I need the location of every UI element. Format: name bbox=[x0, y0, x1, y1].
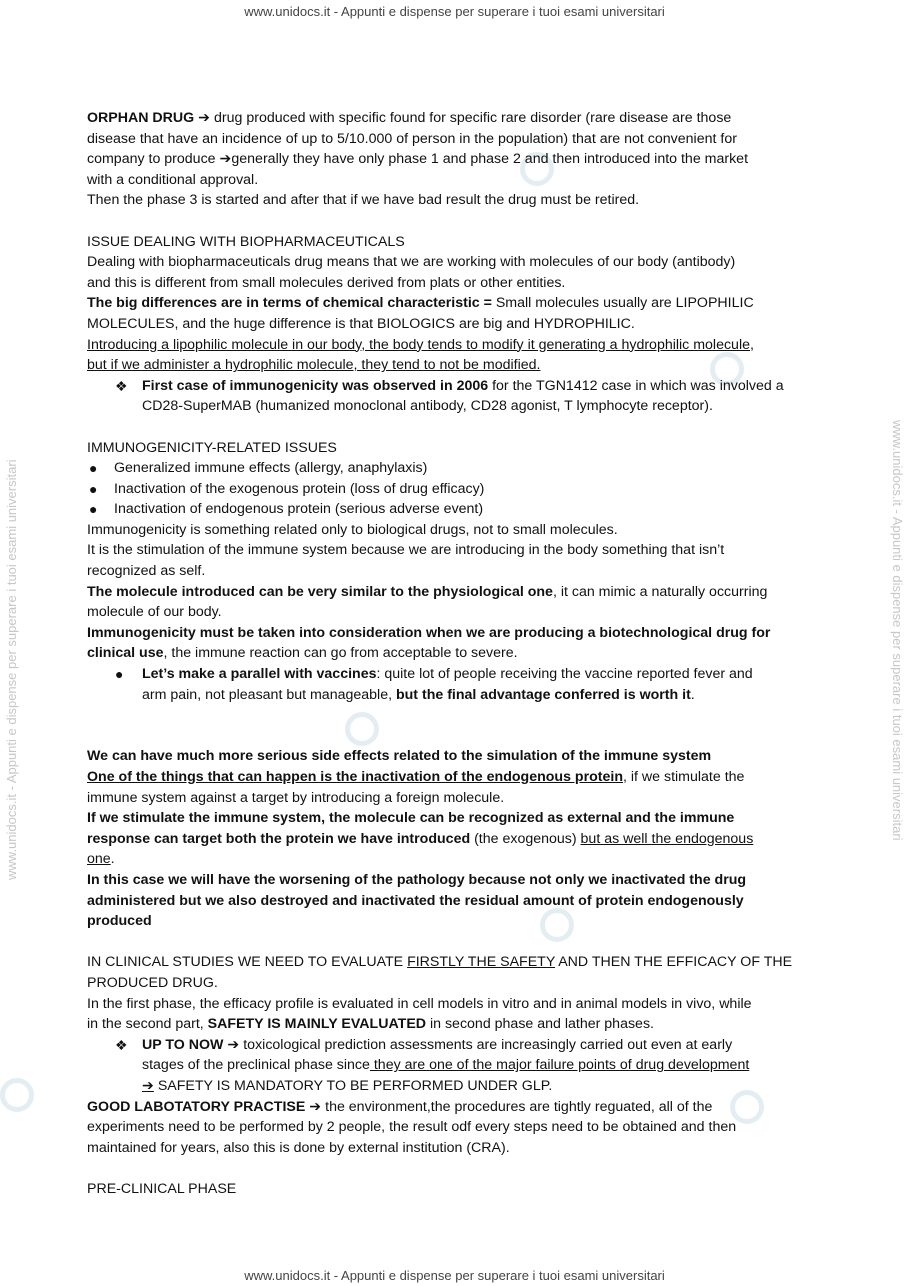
arrow-icon: ➔ bbox=[219, 151, 232, 168]
orphan-heading: ORPHAN DRUG bbox=[87, 110, 195, 126]
list-item: ● Inactivation of endogenous protein (serious adverse event) bbox=[87, 499, 817, 520]
arrow-icon: ➔ bbox=[227, 1036, 240, 1053]
orphan-paragraph: ORPHAN DRUG ➔ drug produced with specific found for specific rare disorder (rare disease are those bbox=[87, 110, 732, 126]
immuno-heading: IMMUNOGENICITY-RELATED ISSUES bbox=[87, 439, 337, 456]
watermark-top: www.unidocs.it - Appunti e dispense per superare i tuoi esami universitari bbox=[244, 4, 665, 19]
bio-heading: ISSUE DEALING WITH BIOPHARMACEUTICALS bbox=[87, 233, 405, 250]
watermark-bottom: www.unidocs.it - Appunti e dispense per superare i tuoi esami universitari bbox=[244, 1268, 665, 1283]
clinical-heading: IN CLINICAL STUDIES WE NEED TO EVALUATE FIRSTLY THE SAFETY AND THEN THE EFFICACY OF THE bbox=[87, 954, 793, 971]
document-body: ORPHAN DRUG ➔ drug produced with specific found for specific rare disorder (rare disease are those disease that have an incidence of up to 5/10.000 of person in the population) that are not convenient for company to produce ➔generally they have only phase 1 and phase 2 and then introduced into the market with a conditional approval. Then the phase 3 is started and after that if we have bad result the drug must be retired. ISSUE DEALING WITH BIOPHARMACEUTICALS Dealing with biopharmaceuticals drug means that we are working with molecules of our body (antibody) and this is different from small molecules derived from plats or other entities. The big differences are in terms of chemical characteristic = Small molecules usually are LIPOPHILIC MOLECULES, and the huge difference is that BIOLOGICS are big and HYDROPHILIC. Introducing a lipophilic molecule in our body, the body tends to modify it generating a hydrophilic molecule, but if we administer a hydrophilic molecule, they tend to not be modified. ❖ First case of immunogenicity was observed in 2006 for the TGN1412 case in which was involved a CD28-SuperMAB (humanized monoclonal antibody, CD28 agonist, T lymphocyte receptor). IMMUNOGENICITY-RELATED ISSUES ● Generalized immune effects (allergy, anaphylaxis) ● Inactivation of the exogenous protein (loss of drug efficacy) ● Inactivation of endogenous protein (serious adverse event) Immunogenicity is something related only to biological drugs, not to small molecules. It is the stimulation of the immune system because we are introducing in the body something that isn’t recognized as self. The molecule introduced can be very similar to the physiological one, it can mimic a naturally occurring molecule of our body. Immunogenicity must be taken into consideration when we are producing a biotechnological drug for clinical use, the immune reaction can go from acceptable to severe. ● Let’s make a parallel with vaccines: quite lot of people receiving the vaccine reported fever and arm pain, not pleasant but manageable, but the final advantage conferred is worth it. We can have much more serious side effects related to the simulation of the immune system One of the things that can happen is the inactivation of the endogenous protein, if we stimulate the immune system against a target by introducing a foreign molecule. If we stimulate the immune system, the molecule can be recognized as external and the immune response can target both the protein we have introduced (the exogenous) but as well the endogenous one. In this case we will have the worsening of the pathology because not only we inactivated the drug administered but we also destroyed and inactivated the residual amount of protein endogenously produced IN CLINICAL STUDIES WE NEED TO EVALUATE FIRSTLY THE SAFETY AND THEN THE EFFICACY OF THE PRODUCED DRUG. In the first phase, the efficacy profile is evaluated in cell models in vitro and in animal models in vivo, while in the second part, SAFETY IS MAINLY EVALUATED in second phase and lather phases. ❖ UP TO NOW ➔ toxicological prediction assessments are increasingly carried out even at early stages of the preclinical phase since they are one of the major failure points of drug development ➔ SAFETY IS MANDATORY TO BE PERFORMED UNDER GLP. GOOD LABOTATORY PRACTISE ➔ the environment,the procedures are tightly reguated, all of the experiments need to be performed by 2 people, the result odf every steps need to be obtained and then maintained for years, also this is done by external institution (CRA). PRE-CLINICAL PHASE bbox=[87, 108, 817, 1199]
preclinical-heading: PRE-CLINICAL PHASE bbox=[87, 1180, 237, 1197]
dot-bullet-icon: ● bbox=[89, 460, 98, 477]
diamond-bullet-icon: ❖ bbox=[115, 1036, 128, 1053]
list-item: ❖ First case of immunogenicity was observed in 2006 for the TGN1412 case in which was involved a CD28-SuperMAB (humanized monoclonal antibody, CD28 agonist, T lymphocyte receptor). bbox=[115, 377, 784, 415]
list-item: ● Generalized immune effects (allergy, anaphylaxis) bbox=[87, 458, 817, 479]
list-item: ● Let’s make a parallel with vaccines: quite lot of people receiving the vaccine reported fever and arm pain, not pleasant but manageable, but the final advantage conferred is worth it. bbox=[115, 666, 753, 703]
watermark-side-left: www.unidocs.it - Appunti e dispense per superare i tuoi esami universitari bbox=[4, 459, 19, 880]
unidocs-logo-icon bbox=[0, 1078, 34, 1112]
arrow-icon: ➔ bbox=[142, 1077, 154, 1094]
watermark-side-right: www.unidocs.it - Appunti e dispense per superare i tuoi esami universitari bbox=[890, 420, 905, 841]
list-item: ● Inactivation of the exogenous protein (loss of drug efficacy) bbox=[87, 479, 817, 500]
arrow-icon: ➔ bbox=[198, 110, 211, 126]
dot-bullet-icon: ● bbox=[115, 666, 124, 683]
diamond-bullet-icon: ❖ bbox=[115, 377, 128, 394]
dot-bullet-icon: ● bbox=[89, 501, 98, 518]
list-item: ❖ UP TO NOW ➔ toxicological prediction assessments are increasingly carried out even at early stages of the preclinical phase since they are one of the major failure points of drug development ➔ SAFETY IS MANDATORY TO BE PERFORMED UNDER GLP. bbox=[115, 1036, 750, 1094]
arrow-icon: ➔ bbox=[309, 1098, 322, 1115]
dot-bullet-icon: ● bbox=[89, 480, 98, 497]
